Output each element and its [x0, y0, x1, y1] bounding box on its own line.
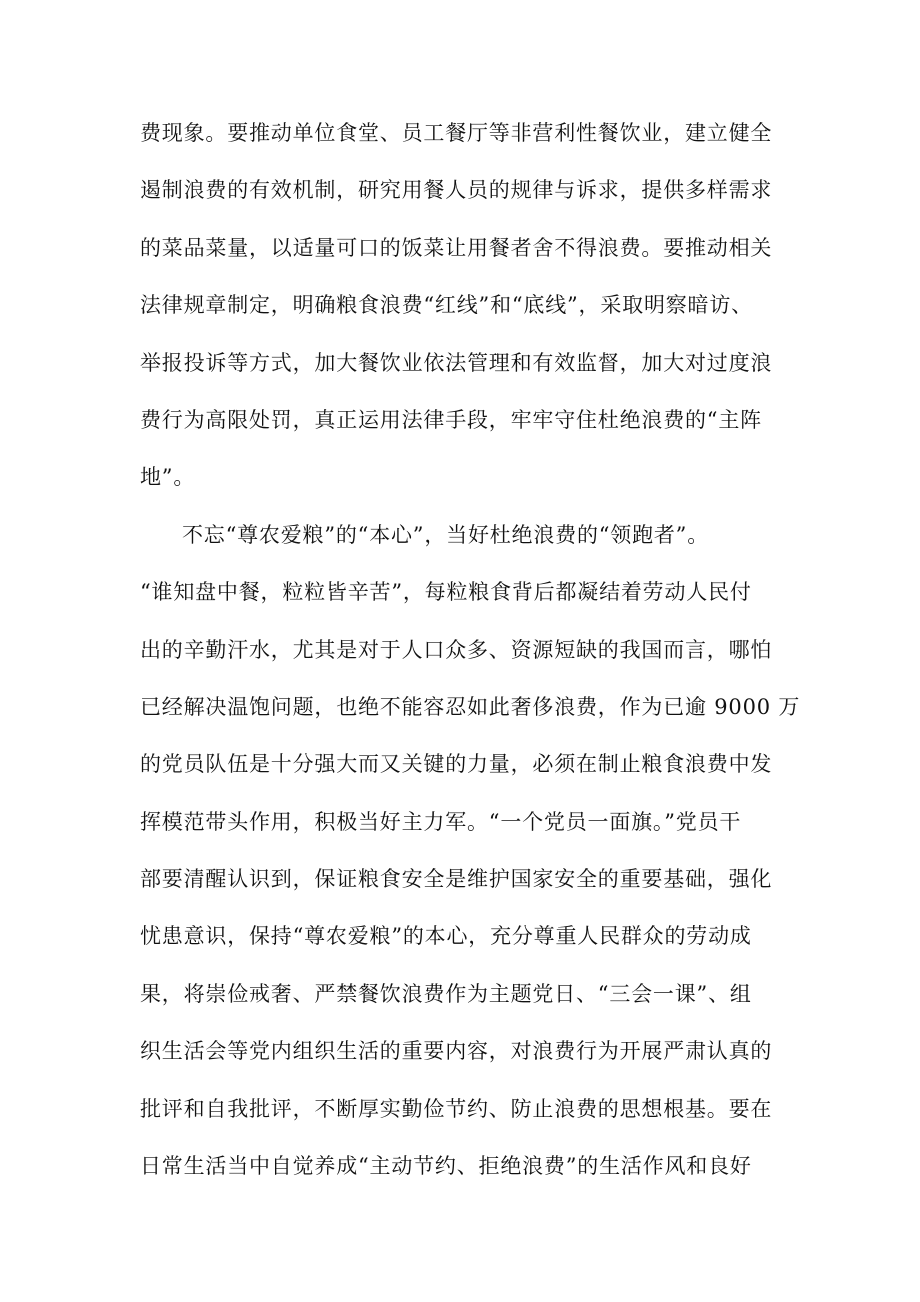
text-line: 举报投诉等方式，加大餐饮业依法管理和有效监督，加大对过度浪: [140, 350, 773, 375]
text-line: 出的辛勤汗水，尤其是对于人口众多、资源短缺的我国而言，哪怕: [140, 637, 773, 662]
text-line: 遏制浪费的有效机制，研究用餐人员的规律与诉求，提供多样需求: [140, 178, 773, 203]
text-line: 挥模范带头作用，积极当好主力军。“一个党员一面旗。”党员干: [140, 809, 742, 834]
text-line: 的菜品菜量，以适量可口的饭菜让用餐者舍不得浪费。要推动相关: [140, 235, 773, 260]
text-line: 地”。: [140, 465, 196, 490]
paragraph-start-line: 不忘“尊农爱粮”的“本心”，当好杜绝浪费的“领跑者”。: [182, 522, 710, 547]
text-line: 部要清醒认识到，保证粮食安全是维护国家安全的重要基础，强化: [140, 867, 773, 892]
text-line: “谁知盘中餐，粒粒皆辛苦”，每粒粮食背后都凝结着劳动人民付: [140, 580, 752, 605]
text-line: 法律规章制定，明确粮食浪费“红线”和“底线”，采取明察暗访、: [140, 293, 753, 318]
body-text: [140, 120, 820, 1210]
text-line: 费现象。要推动单位食堂、员工餐厅等非营利性餐饮业，建立健全: [140, 121, 773, 145]
text-line: 费行为高限处罚，真正运用法律手段，牢牢守住杜绝浪费的“主阵: [140, 407, 762, 432]
text-line: 果，将崇俭戒奢、严禁餐饮浪费作为主题党日、“三会一课”、组: [140, 981, 752, 1006]
text-line: 忧患意识，保持“尊农爱粮”的本心，充分尊重人民群众的劳动成: [140, 924, 752, 949]
text-line: 日常生活当中自觉养成“主动节约、拒绝浪费”的生活作风和良好: [140, 1154, 752, 1179]
text-line: 织生活会等党内组织生活的重要内容，对浪费行为开展严肃认真的: [140, 1039, 773, 1064]
text-line: 已经解决温饱问题，也绝不能容忍如此奢侈浪费，作为已逾 9000 万: [140, 694, 801, 719]
text-line: 批评和自我批评，不断厚实勤俭节约、防止浪费的思想根基。要在: [140, 1096, 773, 1121]
text-line: 的党员队伍是十分强大而又关键的力量，必须在制止粮食浪费中发: [140, 752, 773, 777]
